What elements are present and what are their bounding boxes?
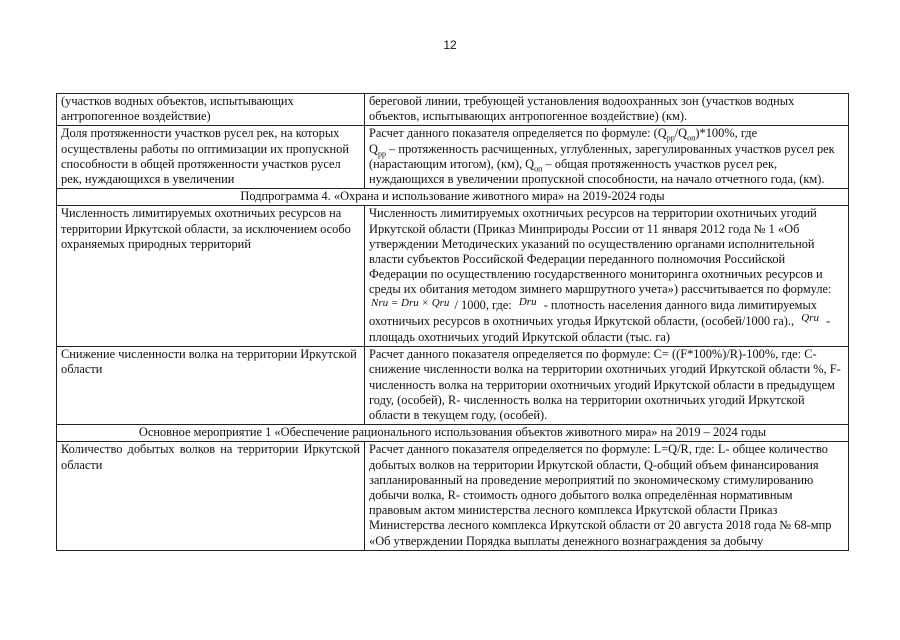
indicator-name-cell: (участков водных объектов, испытывающих антропогенное воздействие) bbox=[57, 94, 365, 126]
calculation-cell: Расчет данного показателя определяется по формуле: L=Q/R, где: L- общее количество добытых волков на территории Иркутской области, Q-общий объем финансирования запланированный на проведение мероприятий по экономическому стимулированию добычи волка, R- стоимость одного добытого волка определённая нормативным правовым актом министерства лесного комплекса Иркутской области Приказ Министерства лесного комплекса Иркутской области от 20 августа 2018 года № 68-мпр «Об утверждении Порядка выплаты денежного вознаграждения за добычу bbox=[365, 442, 849, 550]
table-row bbox=[57, 126, 849, 189]
indicator-name-cell: Численность лимитируемых охотничьих ресурсов на территории Иркутской области, за исключением особо охраняемых природных территорий bbox=[57, 206, 365, 347]
indicator-name-cell: Снижение численности волка на территории Иркутской области bbox=[57, 347, 365, 425]
text-fragment: Q bbox=[369, 141, 378, 156]
formula-variable: Dru bbox=[518, 295, 537, 308]
indicator-name-cell: Доля протяженности участков русел рек, на которых осуществлены работы по оптимизации их пропускной способности в общей протяженности участков русел рек, нуждающихся в увеличении bbox=[57, 126, 365, 189]
calculation-cell: Расчет данного показателя определяется по формуле: C= ((F*100%)/R)-100%, где: C- снижение численности волка на территории охотничьих угодий Иркутской области %, F- численность волка на территории охотничьих угодий Иркутской области в предыдущем году, (особей), R- численность волка на территории охотничьих угодий Иркутской области в текущем году, (особей). bbox=[365, 347, 849, 425]
subscript: рр bbox=[377, 149, 386, 159]
indicator-name-cell: Количество добытых волков на территории Иркутской области bbox=[57, 442, 365, 550]
table-row bbox=[57, 94, 849, 126]
calculation-cell bbox=[365, 126, 849, 189]
text-fragment: - площадь охотничьих угодий Иркутской области (тыс. га) bbox=[369, 313, 831, 345]
main-activity-heading: Основное мероприятие 1 «Обеспечение рационального использования объектов животного мира» на 2019 – 2024 годы bbox=[57, 425, 849, 442]
section-row bbox=[57, 425, 849, 442]
text-fragment: /Q bbox=[674, 126, 688, 141]
text-fragment: – протяженность расчищенных, углубленных, зарегулированных участков русел рек (нарастающим итогом), (км), Q bbox=[369, 141, 835, 171]
calculation-cell bbox=[365, 206, 849, 347]
calculation-cell: береговой линии, требующей установления водоохранных зон (участков водных объектов, испытывающих антропогенное воздействие) (км). bbox=[365, 94, 849, 126]
text-fragment: - плотность населения данного вида лимитируемых охотничьих ресурсов в охотничьих угодья Иркутской области, (особей/1000 га)., bbox=[369, 297, 817, 328]
text-fragment: )*100%, где bbox=[695, 126, 758, 141]
table-row bbox=[57, 347, 849, 425]
indicators-table bbox=[56, 93, 849, 551]
table-row bbox=[57, 442, 849, 550]
section-row bbox=[57, 189, 849, 206]
text-fragment: – общая протяженность участков русел рек, нуждающихся в увеличении пропускной способности, на начало отчетного года, (км). bbox=[369, 156, 825, 187]
table-row bbox=[57, 206, 849, 347]
text-fragment: / 1000, где: bbox=[451, 297, 515, 312]
page-number: 12 bbox=[443, 38, 457, 52]
subscript: оп bbox=[534, 164, 543, 174]
subscript: рр bbox=[666, 133, 675, 143]
subscript: оп bbox=[687, 133, 696, 143]
formula-variable: Qru bbox=[801, 311, 819, 324]
formula: Nru = Dru × Qru bbox=[371, 296, 450, 309]
text-fragment: Расчет данного показателя определяется по формуле: (Q bbox=[369, 126, 667, 141]
text-fragment: Численность лимитируемых охотничьих ресурсов на территории охотничьих угодий Иркутской области (Приказ Минприроды России от 11 января 2012 года № 1 «Об утверждении Методических указаний по осуществлению органами исполнительной власти субъектов Российской Федерации переданного полномочия Российской Федерации по осуществлению государственного мониторинга охотничьих ресурсов и среды их обитания методом зимнего маршрутного учета») рассчитывается по формуле: bbox=[369, 206, 832, 297]
subprogram-heading: Подпрограмма 4. «Охрана и использование животного мира» на 2019-2024 годы bbox=[57, 189, 849, 206]
